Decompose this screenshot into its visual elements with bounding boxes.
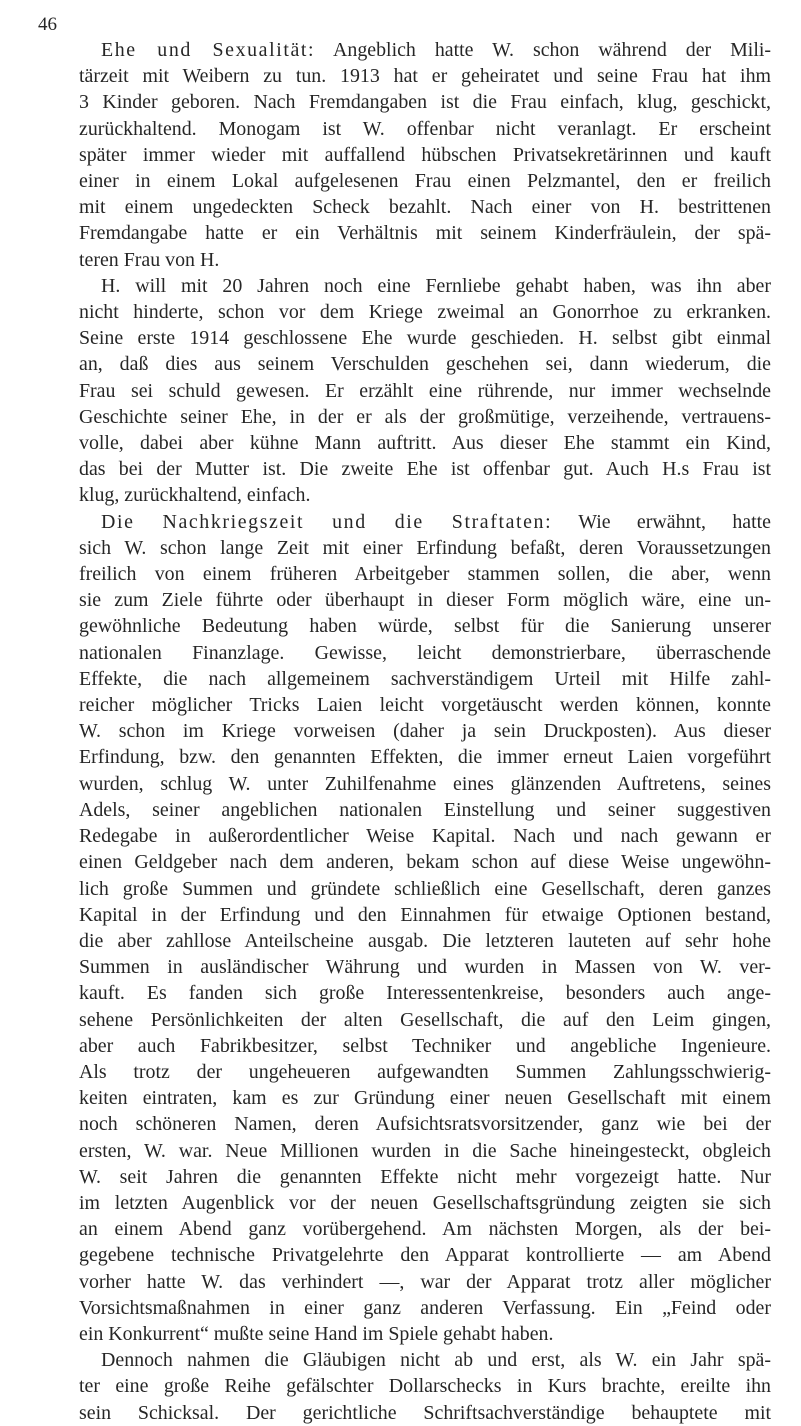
text-line: sie zum Ziele führte oder überhaupt in dieser Form möglich wäre, eine un- [79, 589, 771, 612]
text-line: vorher hatte W. das verhindert —, war der Apparat trotz aller möglicher [79, 1270, 771, 1293]
text-line: W. schon im Kriege vorweisen (daher ja sein Druckposten). Aus dieser [79, 720, 771, 743]
text-line: Dennoch nahmen die Gläubigen nicht ab und erst, als W. ein Jahr spä- [101, 1349, 771, 1372]
text-line: wurden, schlug W. unter Zuhilfenahme eines glänzenden Auftretens, seines [79, 772, 771, 795]
text-line: das bei der Mutter ist. Die zweite Ehe ist offenbar gut. Auch H.s Frau ist [79, 458, 771, 481]
text-line: volle, dabei aber kühne Mann auftritt. Aus dieser Ehe stammt ein Kind, [79, 432, 771, 455]
text-line: keiten eintraten, kam es zur Gründung einer neuen Gesellschaft mit einem [79, 1087, 771, 1110]
text-line: W. seit Jahren die genannten Effekte nicht mehr vorgezeigt hatte. Nur [79, 1165, 771, 1188]
text-line: 3 Kinder geboren. Nach Fremdangaben ist die Frau einfach, klug, geschickt, [79, 91, 771, 114]
text-line: mit einem ungedeckten Scheck bezahlt. Nach einer von H. bestrittenen [79, 196, 771, 219]
text-line: Effekte, die nach allgemeinem sachverständigem Urteil mit Hilfe zahl- [79, 667, 771, 690]
text-line: sich W. schon lange Zeit mit einer Erfindung befaßt, deren Voraussetzungen [79, 536, 771, 559]
page-number: 46 [38, 14, 57, 35]
text-line: Kapital in der Erfindung und den Einnahmen für etwaige Optionen bestand, [79, 903, 771, 926]
text-line: einen Geldgeber nach dem anderen, bekam schon auf diese Weise ungewöhn- [79, 851, 771, 874]
text-line: sehene Persönlichkeiten der alten Gesellschaft, die auf den Leim gingen, [79, 1008, 771, 1031]
text-line: an einem Abend ganz vorübergehend. Am nächsten Morgen, als der bei- [79, 1218, 771, 1241]
text-line: lich große Summen und gründete schließlich eine Gesellschaft, deren ganzes [79, 877, 771, 900]
text-line: Redegabe in außerordentlicher Weise Kapital. Nach und nach gewann er [79, 825, 771, 848]
text-line: Die Nachkriegszeit und die Straftaten: Wie erwähnt, hatte [101, 510, 771, 533]
text-line: nicht hinderte, schon vor dem Kriege zweimal an Gonorrhoe zu erkranken. [79, 301, 771, 324]
text-line: klug, zurückhaltend, einfach. [79, 484, 311, 507]
text-line: nationalen Finanzlage. Gewisse, leicht demonstrierbare, überraschende [79, 641, 771, 664]
text-line: Seine erste 1914 geschlossene Ehe wurde geschieden. H. selbst gibt einmal [79, 327, 771, 350]
text-line: Summen in ausländischer Währung und wurden in Massen von W. ver- [79, 956, 771, 979]
text-line: kauft. Es fanden sich große Interessentenkreise, besonders auch ange- [79, 982, 771, 1005]
text-line: Ehe und Sexualität: Angeblich hatte W. schon während der Mili- [101, 39, 771, 61]
text-line: Geschichte seiner Ehe, in der er als der großmütige, verzeihende, vertrauens- [79, 405, 771, 428]
text-line: Fremdangabe hatte er ein Verhältnis mit seinem Kinderfräulein, der spä- [79, 222, 771, 245]
text-line: Frau sei schuld gewesen. Er erzählt eine rührende, nur immer wechselnde [79, 379, 771, 402]
text-line: später immer wieder mit auffallend hübschen Privatsekretärinnen und kauft [79, 143, 771, 166]
section-heading: Ehe und Sexualität: [101, 39, 316, 61]
text-line: zurückhaltend. Monogam ist W. offenbar nicht veranlagt. Er erscheint [79, 117, 771, 140]
text-line: ersten, W. war. Neue Millionen wurden in die Sache hineingesteckt, obgleich [79, 1139, 771, 1162]
text-line: an, daß dies aus seinem Verschulden geschehen sei, dann wiederum, die [79, 353, 771, 376]
text-line: H. will mit 20 Jahren noch eine Fernliebe gehabt haben, was ihn aber [101, 274, 771, 297]
text-line: im letzten Augenblick vor der neuen Gesellschaftsgründung zeigten sie sich [79, 1191, 771, 1214]
body-text [79, 37, 771, 1426]
text-line: noch schöneren Namen, deren Aufsichtsratsvorsitzender, ganz wie bei der [79, 1113, 771, 1136]
text-line: die aber zahllose Anteilscheine ausgab. Die letzteren lauteten auf sehr hohe [79, 929, 771, 952]
text-line: aber auch Fabrikbesitzer, selbst Techniker und angebliche Ingenieure. [79, 1034, 771, 1057]
text-line: gewöhnliche Bedeutung haben würde, selbst für die Sanierung unserer [79, 615, 771, 638]
text-line: Adels, seiner angeblichen nationalen Einstellung und seiner suggestiven [79, 798, 771, 821]
text-line: reicher möglicher Tricks Laien leicht vorgetäuscht werden können, konnte [79, 694, 771, 717]
text-line: gegebene technische Privatgelehrte den Apparat kontrollierte — am Abend [79, 1244, 771, 1267]
text-line: teren Frau von H. [79, 248, 220, 271]
text-line: Erfindung, bzw. den genannten Effekten, die immer erneut Laien vorgeführt [79, 746, 771, 769]
text-line: ter eine große Reihe gefälschter Dollarschecks in Kurs brachte, ereilte ihn [79, 1375, 771, 1398]
text-line: einer in einem Lokal aufgelesenen Frau einen Pelzmantel, den er freilich [79, 170, 771, 193]
text-line: Als trotz der ungeheueren aufgewandten Summen Zahlungsschwierig- [79, 1060, 771, 1083]
text-line: freilich von einem früheren Arbeitgeber stammen sollen, die aber, wenn [79, 563, 771, 586]
text-line: Vorsichtsmaßnahmen in einer ganz anderen Verfassung. Ein „Feind oder [79, 1296, 771, 1319]
text-line: tärzeit mit Weibern zu tun. 1913 hat er geheiratet und seine Frau hat ihm [79, 65, 771, 88]
text-line: ein Konkurrent“ mußte seine Hand im Spiele gehabt haben. [79, 1322, 554, 1345]
section-heading: Die Nachkriegszeit und die Straftaten: [101, 510, 553, 533]
text-line: sein Schicksal. Der gerichtliche Schriftsachverständige behauptete mit [79, 1401, 771, 1424]
